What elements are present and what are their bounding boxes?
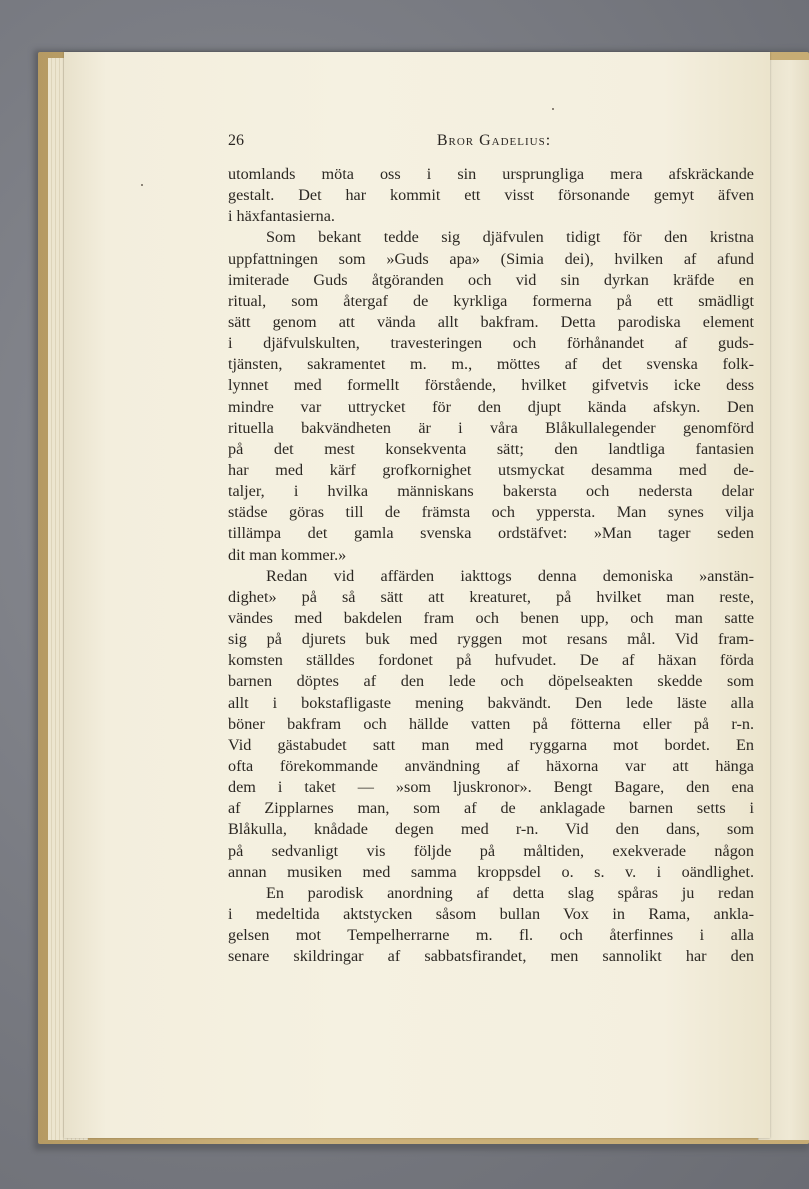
text-line: af Zipplarnes man, som af de anklagade barnen setts i (228, 799, 754, 818)
text-line: tjänsten, sakramentet m. m., möttes af det svenska folk- (228, 355, 754, 374)
text-line: vändes med bakdelen fram och benen upp, och man satte (228, 608, 754, 627)
text-line: Redan vid affärden iakttogs denna demoniska »anstän- (266, 566, 754, 585)
page-header (228, 132, 760, 152)
text-line: Som bekant tedde sig djäfvulen tidigt för den kristna (266, 228, 754, 247)
text-line: imiterade Guds åtgöranden och vid sin dyrkan kräfde en (228, 270, 754, 289)
text-line: tillämpa det gamla svenska ordstäfvet: »Man tager seden (228, 524, 754, 543)
text-line: gelsen mot Tempelherrarne m. fl. och återfinnes i alla (228, 926, 754, 945)
text-line: barnen döptes af den lede och döpelseakten skedde som (228, 672, 754, 691)
text-line: komsten ställdes fordonet på hufvudet. De af häxan förda (228, 651, 754, 670)
text-line: ofta förekommande användning af häxorna var att hänga (228, 756, 754, 775)
text-line: uppfattningen som »Guds apa» (Simia dei), hvilken af afund (228, 249, 754, 268)
text-line: har med kärf grofkornighet utsmyckat desamma med de- (228, 460, 754, 479)
text-line: dighet» på så sätt att kreaturet, på hvilket man reste, (228, 587, 754, 606)
page-number: 26 (228, 132, 244, 149)
text-line: sig på djurets buk med ryggen mot resans mål. Vid fram- (228, 630, 754, 649)
text-line: gestalt. Det har kommit ett visst försonande gemyt äfven (228, 186, 754, 205)
paper-speck (141, 184, 143, 186)
text-line: annan musiken med samma kroppsdel o. s. v. i oändlighet. (228, 862, 754, 881)
text-line: utomlands möta oss i sin ursprungliga mera afskräckande (228, 165, 754, 183)
running-head: Bror Gadelius: (436, 132, 552, 149)
text-line: i djäfvulskulten, travesteringen och förhånandet af guds- (228, 334, 754, 353)
text-line: på sedvanligt vis följde på måltiden, exekverade någon (228, 841, 754, 860)
text-line: i medeltida aktstycken såsom bullan Vox in Rama, ankla- (228, 904, 754, 923)
text-line: taljer, i hvilka människans bakersta och nedersta delar (228, 482, 754, 501)
text-line: sätt genom att vända allt bakfram. Detta parodiska element (228, 312, 754, 331)
text-line: En parodisk anordning af detta slag spåras ju redan (266, 883, 754, 902)
book-page (64, 52, 770, 1138)
text-line: dem i taket — »som ljuskronor». Bengt Bagare, den ena (228, 778, 754, 797)
paper-speck (552, 108, 554, 110)
page-content (64, 52, 770, 1138)
text-line: ritual, som återgaf de kyrkliga formerna på ett smädligt (228, 291, 754, 310)
text-line: allt i bokstafligaste mening bakvändt. Den lede läste alla (228, 693, 754, 712)
text-line: på det mest konsekventa sätt; den landtliga fantasien (228, 439, 754, 458)
text-line: Blåkulla, knådade degen med r-n. Vid den dans, som (228, 820, 754, 839)
text-line: i häxfantasierna. (228, 207, 335, 226)
text-line: rituella bakvändheten är i våra Blåkullalegender genomförd (228, 418, 754, 437)
body-text (228, 164, 754, 967)
text-line: lynnet med formellt förstående, hvilket gifvetvis icke dess (228, 376, 754, 395)
text-line: städse göras till de främsta och yppersta. Man synes vilja (228, 503, 754, 522)
text-line: mindre var uttrycket för den djupt kända afskyn. Den (228, 397, 754, 416)
text-line: böner bakfram och hällde vatten på fötterna eller på r-n. (228, 714, 754, 733)
text-line: Vid gästabudet satt man med ryggarna mot bordet. En (228, 735, 754, 754)
text-line: senare skildringar af sabbatsfirandet, men sannolikt har den (228, 947, 754, 966)
text-line: dit man kommer.» (228, 545, 347, 564)
